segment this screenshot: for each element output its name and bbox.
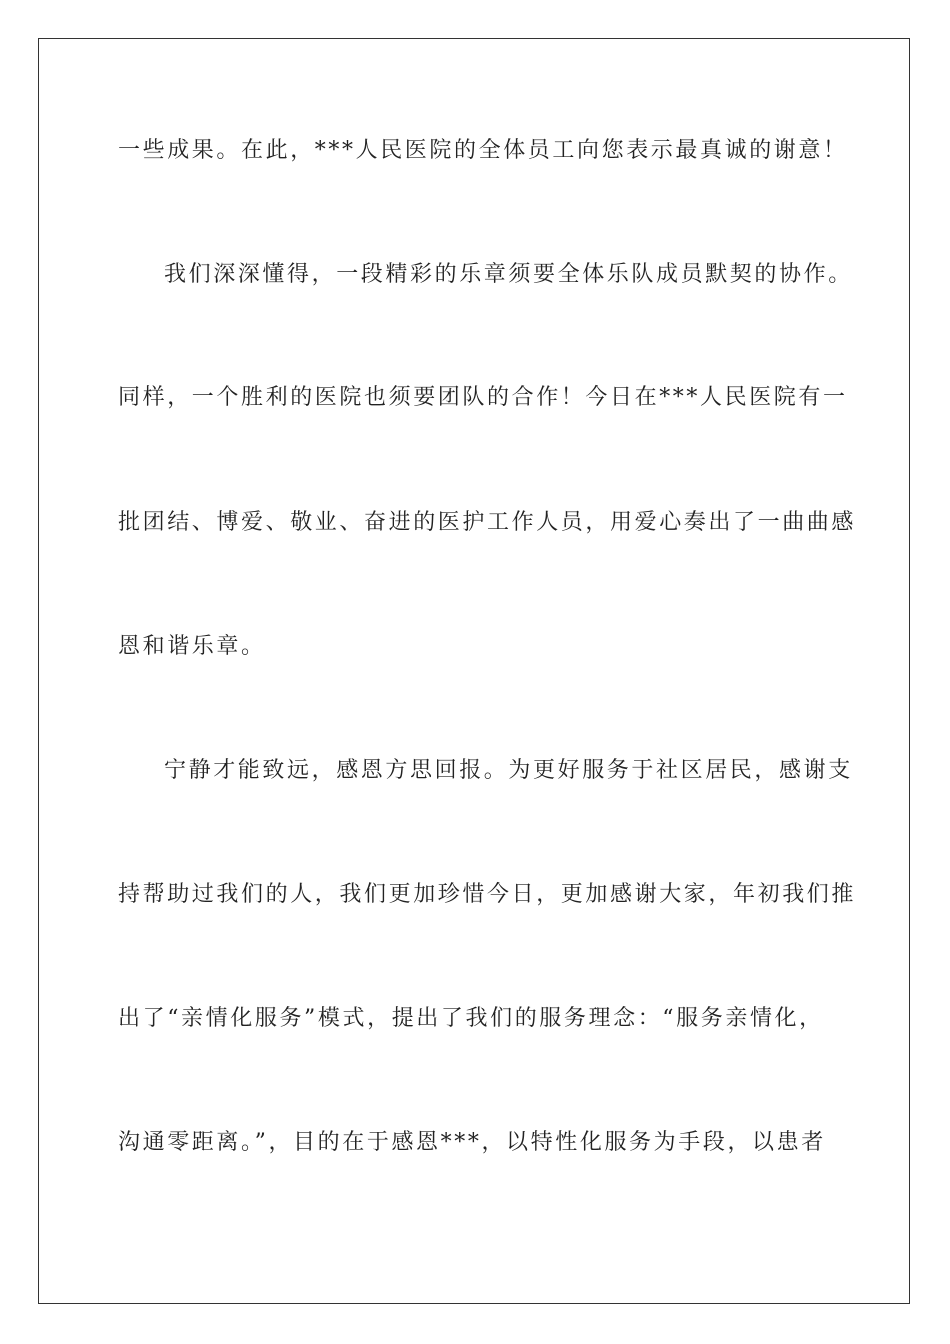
text-line-8: 出了“亲情化服务”模式，提出了我们的服务理念：“服务亲情化，	[118, 1006, 824, 1031]
page-border	[38, 38, 910, 1304]
text-line-4: 批团结、博爱、敬业、奋进的医护工作人员，用爱心奏出了一曲曲感	[118, 510, 857, 535]
text-line-6: 宁静才能致远，感恩方思回报。为更好服务于社区居民，感谢支	[164, 758, 853, 783]
text-line-5: 恩和谐乐章。	[118, 634, 266, 659]
text-line-7: 持帮助过我们的人，我们更加珍惜今日，更加感谢大家，年初我们推	[118, 882, 857, 907]
text-line-1: 一些成果。在此，***人民医院的全体员工向您表示最真诚的谢意！	[118, 138, 848, 163]
text-line-2: 我们深深懂得，一段精彩的乐章须要全体乐队成员默契的协作。	[164, 262, 853, 287]
text-line-9: 沟通零距离。”，目的在于感恩***，以特性化服务为手段，以患者	[118, 1130, 826, 1155]
text-line-3: 同样，一个胜利的医院也须要团队的合作！今日在***人民医院有一	[118, 385, 848, 410]
